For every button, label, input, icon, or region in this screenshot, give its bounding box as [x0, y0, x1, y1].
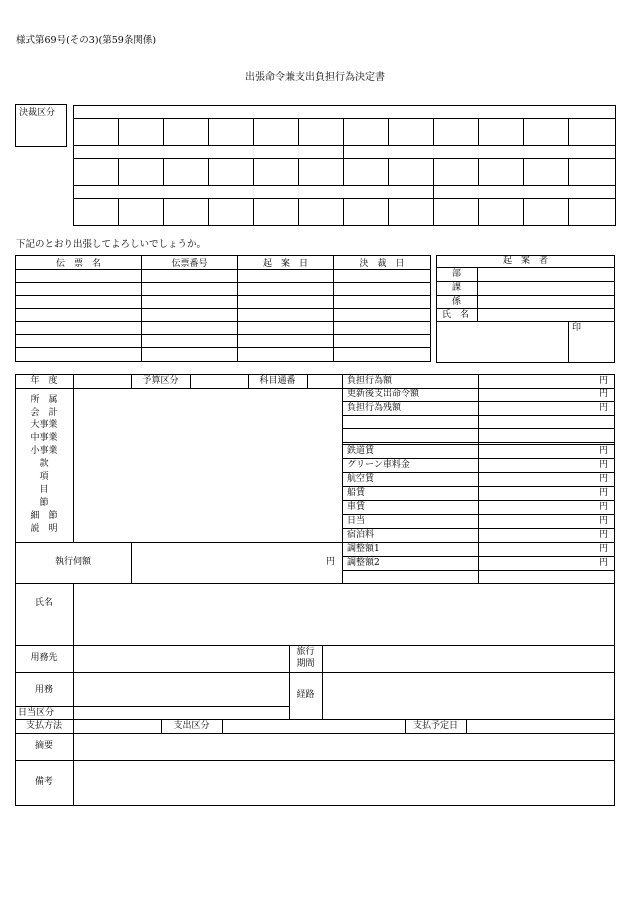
remaining-burden-yen: 円 [599, 403, 609, 413]
account-code-label: 科目通番 [259, 376, 296, 386]
updated-payment-order-yen: 円 [599, 389, 609, 399]
scheduled-payment-date-label: 支払予定日 [412, 721, 458, 731]
airfare-label: 航空賃 [347, 474, 375, 484]
destination-label: 用務先 [30, 653, 58, 663]
business-label: 用務 [34, 685, 53, 695]
class-major-project: 大事業 [30, 420, 58, 430]
adjustment-1-label: 調整額1 [347, 544, 380, 554]
adjustment-2-label: 調整額2 [347, 558, 380, 568]
drafter-header: 起 案 者 [502, 256, 548, 266]
approval-section-label: 決裁区分 [19, 108, 56, 118]
lodging-fee-yen: 円 [599, 530, 609, 540]
green-car-fee-yen: 円 [599, 460, 609, 470]
travel-period-label-1: 旅行 [296, 647, 315, 657]
drafter-section: 課 [452, 283, 462, 293]
car-fare-label: 車賃 [347, 502, 366, 512]
adjustment-2-yen: 円 [599, 558, 609, 568]
approval-title-cell[interactable] [74, 106, 616, 119]
burden-amount-label: 負担行為額 [347, 376, 393, 386]
updated-payment-order-label: 更新後支出命令額 [347, 389, 420, 399]
class-kan: 款 [39, 459, 49, 469]
airfare-yen: 円 [599, 474, 609, 484]
voucher-header-approval-date: 決 裁 日 [334, 256, 431, 270]
voucher-header-name: 伝 票 名 [16, 256, 142, 270]
form-title: 出張命令兼支出負担行為決定書 [245, 72, 385, 83]
remaining-burden-label: 負担行為残額 [347, 403, 402, 413]
daily-allowance-category-label: 日当区分 [18, 708, 55, 718]
remarks-label: 備考 [34, 777, 53, 787]
execution-amount-yen: 円 [326, 557, 336, 567]
payment-method-label: 支払方法 [25, 721, 62, 731]
table-row [16, 348, 431, 362]
table-row [16, 309, 431, 322]
railway-fare-label: 鉄道賃 [347, 446, 375, 456]
table-row [16, 296, 431, 309]
seal-mark: 印 [572, 323, 582, 333]
intro-sentence: 下記のとおり出張してよろしいでしょうか。 [16, 239, 207, 250]
budget-block [15, 374, 615, 584]
class-minor-project: 小事業 [30, 446, 58, 456]
summary-label: 摘要 [34, 741, 53, 751]
traveler-name-label: 氏名 [34, 598, 53, 608]
class-description: 説 明 [30, 524, 58, 534]
class-moku: 目 [39, 485, 49, 495]
class-kou: 項 [39, 472, 49, 482]
drafter-box [436, 255, 615, 363]
green-car-fee-label: グリーン車料金 [347, 460, 410, 470]
class-affiliation: 所 属 [30, 395, 58, 405]
railway-fare-yen: 円 [599, 446, 609, 456]
class-setsu: 節 [39, 498, 49, 508]
form-number: 様式第69号(その3)(第59条関係) [16, 35, 157, 46]
route-label: 経路 [296, 690, 315, 700]
daily-allowance-label: 日当 [347, 516, 366, 526]
daily-allowance-yen: 円 [599, 516, 609, 526]
voucher-header-draft-date: 起 案 日 [238, 256, 334, 270]
class-mid-project: 中事業 [30, 433, 58, 443]
budget-category-label: 予算区分 [142, 376, 179, 386]
table-row [16, 335, 431, 348]
drafter-unit: 係 [452, 297, 462, 307]
table-row [16, 322, 431, 335]
voucher-header-number: 伝票番号 [142, 256, 238, 270]
table-row [16, 270, 431, 283]
car-fare-yen: 円 [599, 502, 609, 512]
lodging-fee-label: 宿泊料 [347, 530, 375, 540]
drafter-name: 氏 名 [442, 310, 470, 320]
burden-amount-yen: 円 [599, 376, 609, 386]
ship-fare-yen: 円 [599, 488, 609, 498]
class-account: 会 計 [30, 408, 58, 418]
approval-section-label-box [15, 104, 67, 147]
travel-period-label-2: 期間 [296, 659, 315, 669]
adjustment-1-yen: 円 [599, 544, 609, 554]
class-sub-setsu: 細 節 [30, 511, 58, 521]
drafter-department: 部 [452, 269, 462, 279]
expenditure-category-label: 支出区分 [173, 721, 210, 731]
execution-amount-label: 執行伺額 [54, 557, 91, 567]
year-label: 年 度 [30, 376, 58, 386]
table-row [16, 283, 431, 296]
ship-fare-label: 船賃 [347, 488, 366, 498]
